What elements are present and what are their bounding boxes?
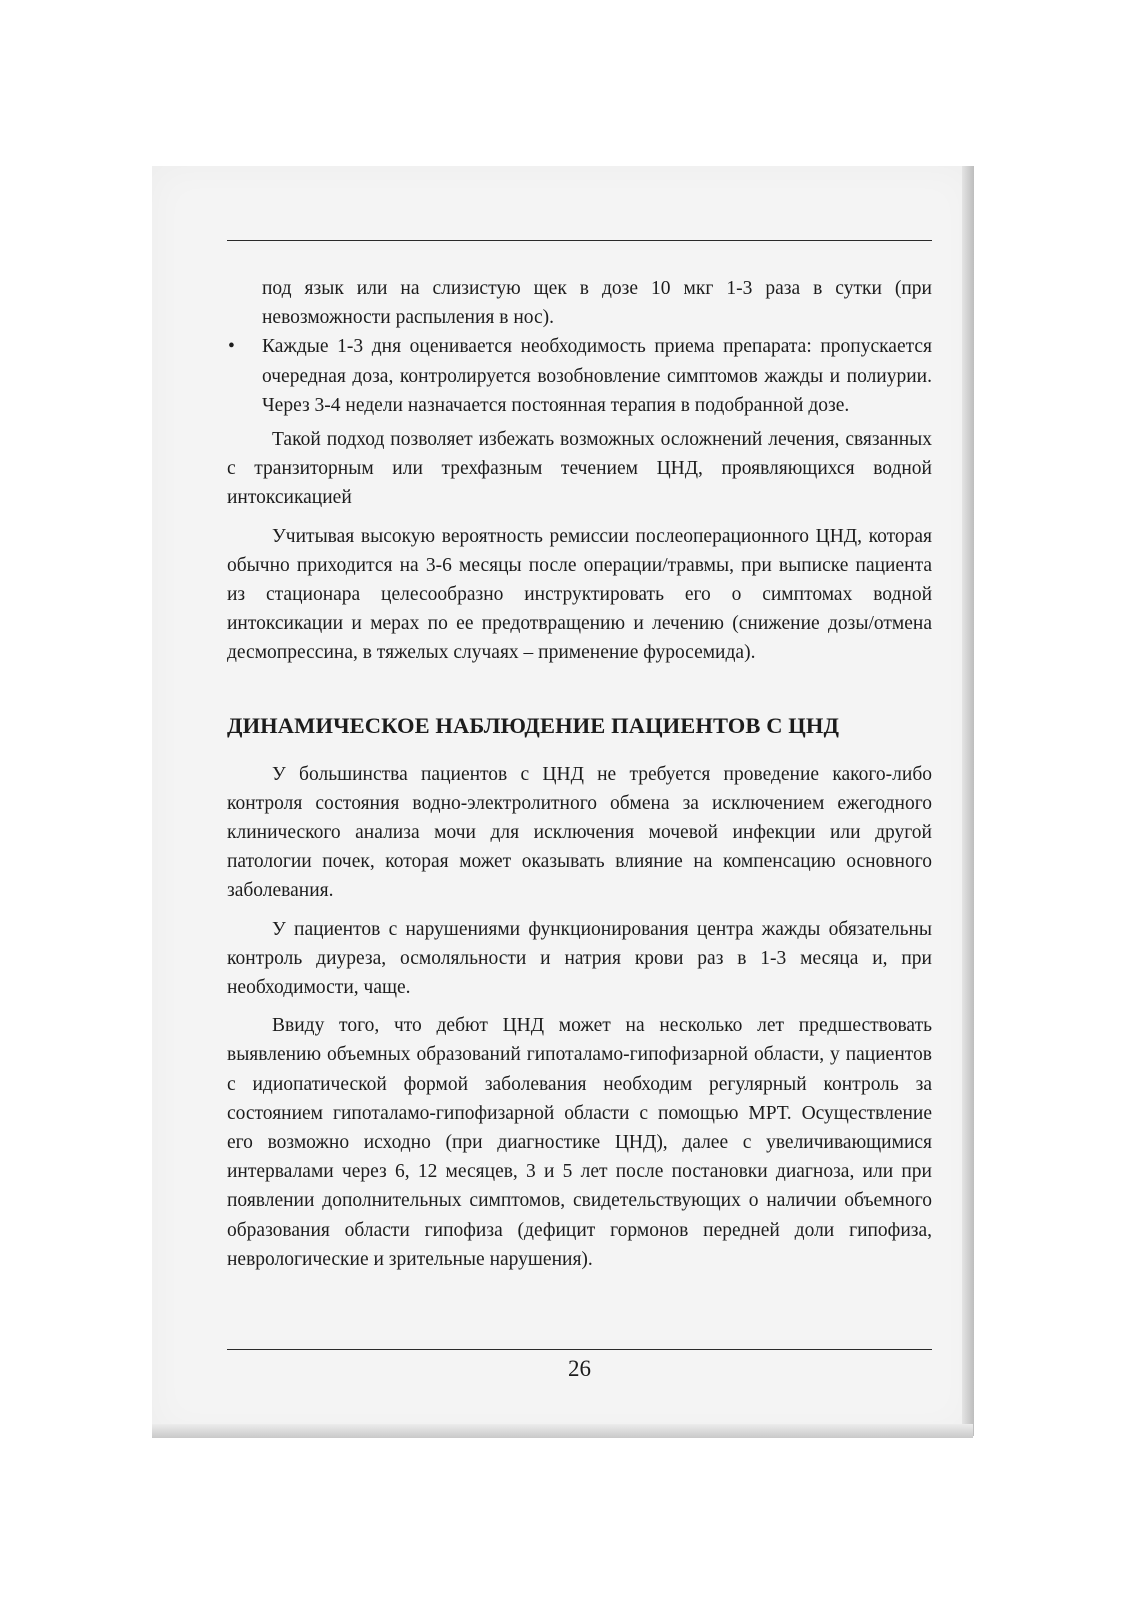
- paragraph: У пациентов с нарушениями функционирования центра жажды обязательны контроль диуреза, осмоляльности и натрия крови раз в 1-3 месяца и, при необходимости, чаще.: [227, 918, 932, 999]
- section-heading: ДИНАМИЧЕСКОЕ НАБЛЮДЕНИЕ ПАЦИЕНТОВ С ЦНД: [227, 712, 840, 738]
- bullet-list-item: [227, 332, 932, 420]
- page-edge-shadow-right: [962, 166, 974, 1436]
- page-body: [227, 274, 932, 1274]
- header-rule: [227, 240, 932, 241]
- bullet-text: Каждые 1-3 дня оценивается необходимость приема препарата: пропускается очередная доза, контролируется возобновление симптомов жажды и полиурии. Через 3-4 недели назначается постоянная терапия в подобранной дозе.: [262, 336, 932, 416]
- continuation-paragraph: под язык или на слизистую щек в дозе 10 мкг 1-3 раза в сутки (при невозможности распыления в нос).: [262, 278, 932, 329]
- page-edge-shadow-bottom: [152, 1424, 973, 1438]
- page-number: 26: [568, 1356, 591, 1381]
- paragraph: У большинства пациентов с ЦНД не требуется проведение какого-либо контроля состояния водно-электролитного обмена за исключением ежегодного клинического анализа мочи для исключения мочевой инфекции или другой патологии почек, которая может оказывать влияние на компенсацию основного заболевания.: [227, 763, 932, 902]
- footer-rule: [227, 1349, 932, 1350]
- paragraph: Такой подход позволяет избежать возможных осложнений лечения, связанных с транзиторным или трехфазным течением ЦНД, проявляющихся водной интоксикацией: [227, 429, 932, 509]
- bullet-icon: •: [228, 336, 235, 358]
- paragraph: Ввиду того, что дебют ЦНД может на несколько лет предшествовать выявлению объемных образований гипоталамо-гипофизарной области, у пациентов с идиопатической формой заболевания необходим регулярный контроль за состоянием гипоталамо-гипофизарной области с помощью МРТ. Осуществление его возможно исходно (при диагностике ЦНД), далее с увеличивающимися интервалами через 6, 12 месяцев, 3 и 5 лет после постановки диагноза, или при появлении дополнительных симптомов, свидетельствующих о наличии объемного образования области гипофиза (дефицит гормонов передней доли гипофиза, неврологические и зрительные нарушения).: [227, 1015, 932, 1270]
- paragraph: Учитывая высокую вероятность ремиссии послеоперационного ЦНД, которая обычно приходится на 3-6 месяцы после операции/травмы, при выписке пациента из стационара целесообразно инструктировать его о симптомах водной интоксикации и мерах по ее предотвращению и лечению (снижение дозы/отмена десмопрессина, в тяжелых случаях – применение фуросемида).: [227, 525, 932, 664]
